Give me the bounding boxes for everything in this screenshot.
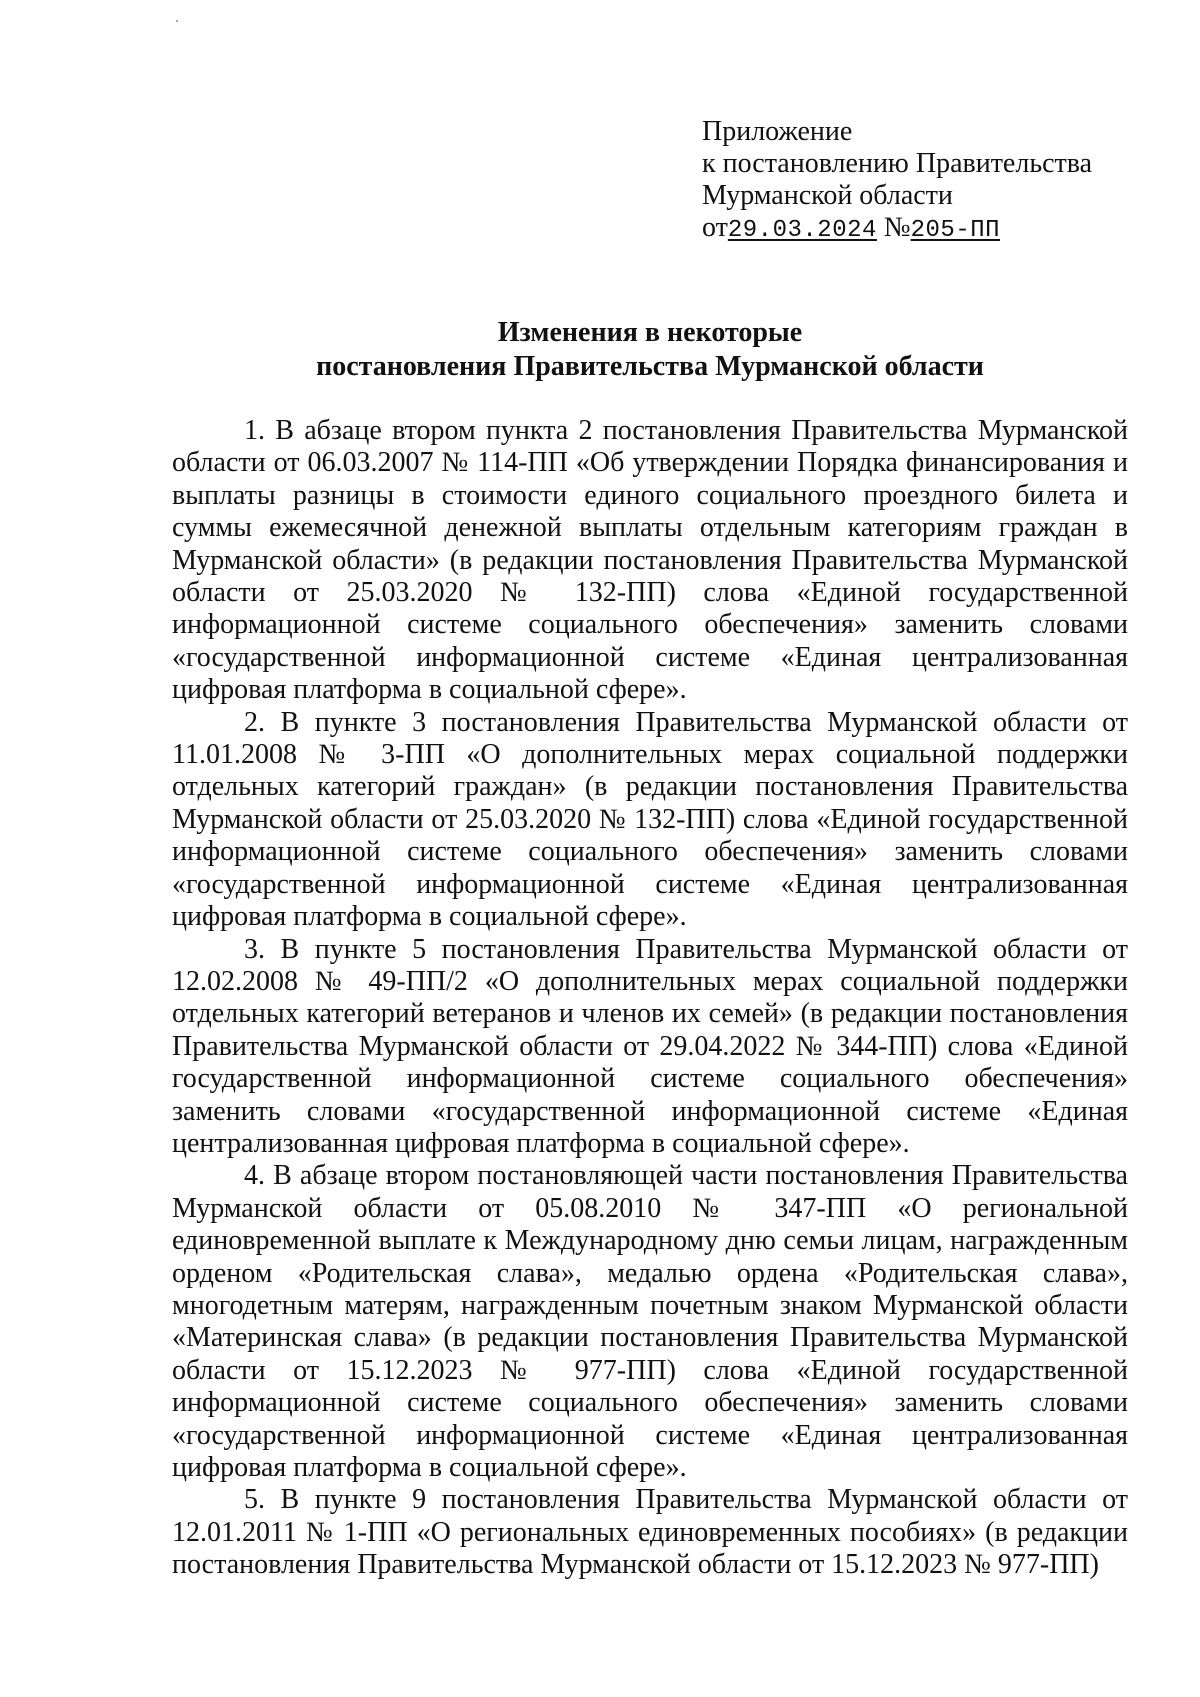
- document-title: [172, 316, 1128, 384]
- appendix-region-line: Мурманской области: [702, 180, 953, 211]
- appendix-date: 29.03.2024: [727, 217, 877, 244]
- appendix-number: 205-ПП: [910, 217, 1001, 244]
- appendix-header: [702, 116, 1172, 247]
- paragraph-4: 4. В абзаце втором постановляющей части постановления Правительства Мурманской области от 05.08.2010 № 347-ПП «О региональной единовременной выплате к Международному дню семьи лицам, награжденным орденом «Родительская слава», медалью ордена «Родительская слава», многодетным матерям, награжденным почетным знаком Мурманской области «Материнская слава» (в редакции постановления Правительства Мурманской области от 15.12.2023 № 977-ПП) слова «Единой государственной информационной системе социального обеспечения» заменить словами «государственной информационной системе «Единая централизованная цифровая платформа в социальной сфере».: [172, 1160, 1128, 1483]
- appendix-from-label: от: [702, 212, 728, 243]
- appendix-date-line: [702, 212, 1172, 247]
- appendix-number-sign: №: [883, 212, 911, 243]
- paragraph-3: 3. В пункте 5 постановления Правительства Мурманской области от 12.02.2008 № 49-ПП/2 «О дополнительных мерах социальной поддержки отдельных категорий ветеранов и членов их семей» (в редакции постановления Правительства Мурманской области от 29.04.2022 № 344-ПП) слова «Единой государственной информационной системе социального обеспечения» заменить словами «государственной информационной системе «Единая централизованная цифровая платформа в социальной сфере».: [172, 933, 1128, 1159]
- paragraph-2: 2. В пункте 3 постановления Правительства Мурманской области от 11.01.2008 № 3-ПП «О дополнительных мерах социальной поддержки отдельных категорий граждан» (в редакции постановления Правительства Мурманской области от 25.03.2020 № 132-ПП) слова «Единой государственной информационной системе социального обеспечения» заменить словами «государственной информационной системе «Единая централизованная цифровая платформа в социальной сфере».: [172, 706, 1128, 933]
- paragraph-1: 1. В абзаце втором пункта 2 постановления Правительства Мурманской области от 06.03.2007 № 114-ПП «Об утверждении Порядка финансирования и выплаты разницы в стоимости единого социального проездного билета и суммы ежемесячной денежной выплаты отдельным категориям граждан в Мурманской области» (в редакции постановления Правительства Мурманской области от 25.03.2020 № 132-ПП) слова «Единой государственной информационной системе социального обеспечения» заменить словами «государственной информационной системе «Единая централизованная цифровая платформа в социальной сфере».: [172, 415, 1128, 706]
- title-line-1: Изменения в некоторые: [497, 317, 803, 348]
- document-body: [172, 415, 1128, 1582]
- appendix-label: Приложение: [702, 116, 853, 147]
- title-line-2: постановления Правительства Мурманской области: [316, 351, 984, 382]
- appendix-resolution-line: к постановлению Правительства: [702, 148, 1093, 179]
- scan-speck: [176, 20, 178, 22]
- paragraph-5: 5. В пункте 9 постановления Правительства Мурманской области от 12.01.2011 № 1-ПП «О региональных единовременных пособиях» (в редакции постановления Правительства Мурманской области от 15.12.2023 № 977-ПП): [172, 1484, 1128, 1581]
